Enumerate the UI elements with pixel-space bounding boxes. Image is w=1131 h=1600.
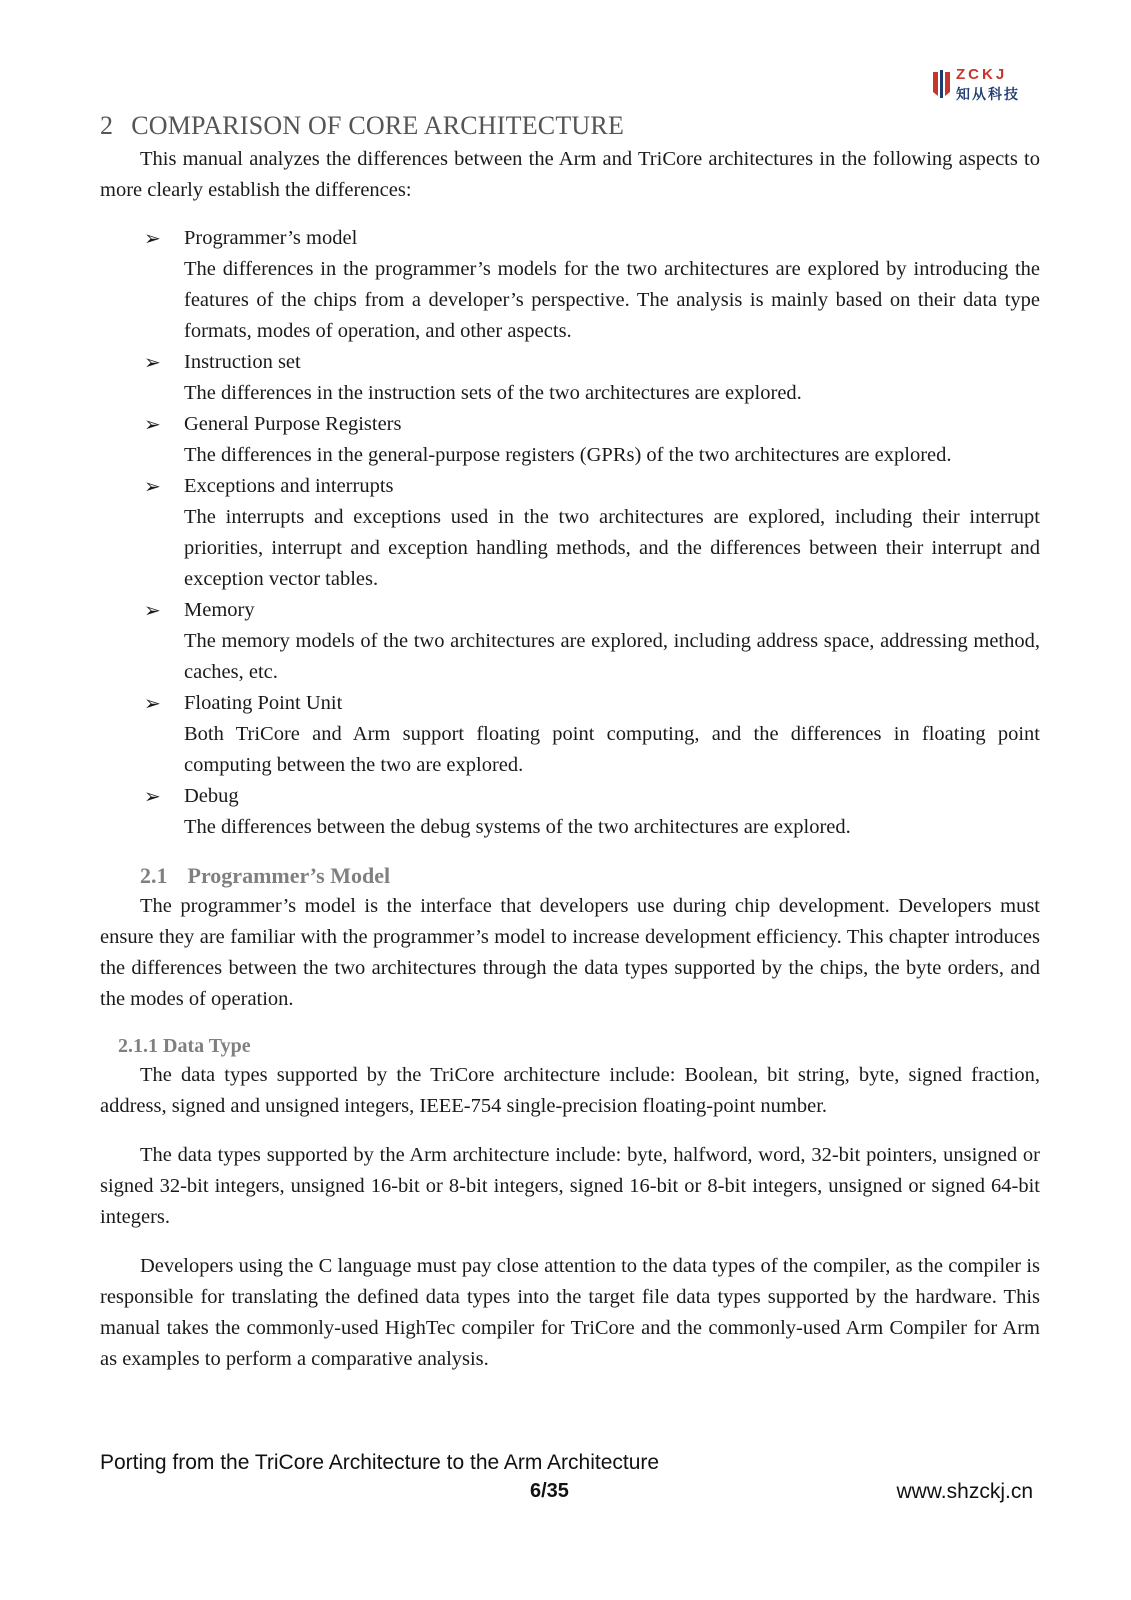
list-item bbox=[100, 409, 1040, 471]
list-item-title: General Purpose Registers bbox=[184, 413, 402, 435]
arrow-bullet-icon: ➢ bbox=[144, 474, 161, 498]
logo-latin-text: ZCKJ bbox=[956, 66, 1008, 83]
list-item-description: The interrupts and exceptions used in the two architectures are explored, including their interrupt priorities, interrupt and exception handling methods, and the differences between their interrupt and exception vector tables. bbox=[184, 506, 1040, 590]
subsection-paragraph: The programmer’s model is the interface that developers use during chip development. Developers must ensure they are familiar with the programmer’s model to increase development efficiency. This chapter introduces the differences between the two architectures through the data types supported by the chips, the byte orders, and the modes of operation. bbox=[100, 895, 1040, 1010]
list-item-title: Debug bbox=[184, 785, 239, 807]
list-item-description: Both TriCore and Arm support floating point computing, and the differences in floating point computing between the two are explored. bbox=[184, 723, 1040, 776]
list-item-title: Exceptions and interrupts bbox=[184, 475, 394, 497]
list-item bbox=[100, 347, 1040, 409]
footer-document-title: Porting from the TriCore Architecture to the Arm Architecture bbox=[100, 1451, 660, 1474]
list-item-description: The differences in the instruction sets of the two architectures are explored. bbox=[184, 382, 802, 404]
data-type-paragraph: The data types supported by the Arm architecture include: byte, halfword, word, 32-bit pointers, unsigned or signed 32-bit integers, unsigned 16-bit or 8-bit integers, signed 16-bit or 8-bit integers, unsigned or signed 64-bit integers. bbox=[100, 1144, 1040, 1228]
subsection-heading bbox=[140, 861, 1040, 891]
footer-page-number: 6/35 bbox=[530, 1480, 569, 1502]
arrow-bullet-icon: ➢ bbox=[144, 784, 161, 808]
document-body bbox=[100, 108, 1040, 1375]
list-item bbox=[100, 471, 1040, 595]
subsection-title: Programmer’s Model bbox=[187, 863, 391, 888]
aspect-list bbox=[100, 223, 1040, 843]
subsubsection-heading: 2.1.1 Data Type bbox=[118, 1035, 251, 1057]
arrow-bullet-icon: ➢ bbox=[144, 350, 161, 374]
list-item bbox=[100, 223, 1040, 347]
list-item-title: Instruction set bbox=[184, 351, 301, 373]
arrow-bullet-icon: ➢ bbox=[144, 412, 161, 436]
list-item-title: Memory bbox=[184, 599, 255, 621]
list-item-description: The differences between the debug systems of the two architectures are explored. bbox=[184, 816, 851, 838]
arrow-bullet-icon: ➢ bbox=[144, 691, 161, 715]
section-intro: This manual analyzes the differences between the Arm and TriCore architectures in the following aspects to more clearly establish the differences: bbox=[100, 148, 1040, 201]
arrow-bullet-icon: ➢ bbox=[144, 226, 161, 250]
section-number: 2 bbox=[100, 111, 114, 140]
company-logo bbox=[930, 66, 1040, 106]
list-item-description: The differences in the general-purpose registers (GPRs) of the two architectures are explored. bbox=[184, 444, 952, 466]
list-item-title: Floating Point Unit bbox=[184, 692, 343, 714]
list-item bbox=[100, 688, 1040, 781]
section-heading bbox=[100, 108, 1040, 144]
list-item bbox=[100, 595, 1040, 688]
subsection-number: 2.1 bbox=[140, 863, 168, 888]
section-title: COMPARISON OF CORE ARCHITECTURE bbox=[131, 111, 625, 140]
list-item-description: The memory models of the two architectures are explored, including address space, addressing method, caches, etc. bbox=[184, 630, 1040, 683]
footer-website: www.shzckj.cn bbox=[896, 1480, 1033, 1503]
data-type-paragraph: Developers using the C language must pay close attention to the data types of the compiler, as the compiler is responsible for translating the defined data types into the target file data types supported by the hardware. This manual takes the commonly-used HighTec compiler for TriCore and the commonly-used Arm Compiler for Arm as examples to perform a comparative analysis. bbox=[100, 1255, 1040, 1370]
list-item-description: The differences in the programmer’s models for the two architectures are explored by introducing the features of the chips from a developer’s perspective. The analysis is mainly based on their data type formats, modes of operation, and other aspects. bbox=[184, 258, 1040, 342]
arrow-bullet-icon: ➢ bbox=[144, 598, 161, 622]
list-item bbox=[100, 781, 1040, 843]
data-type-paragraph: The data types supported by the TriCore architecture include: Boolean, bit string, byte, signed fraction, address, signed and unsigned integers, IEEE-754 single-precision floating-point number. bbox=[100, 1064, 1040, 1117]
logo-chinese-text: 知从科技 bbox=[956, 86, 1020, 102]
logo-emblem-icon bbox=[930, 68, 952, 100]
list-item-title: Programmer’s model bbox=[184, 227, 358, 249]
